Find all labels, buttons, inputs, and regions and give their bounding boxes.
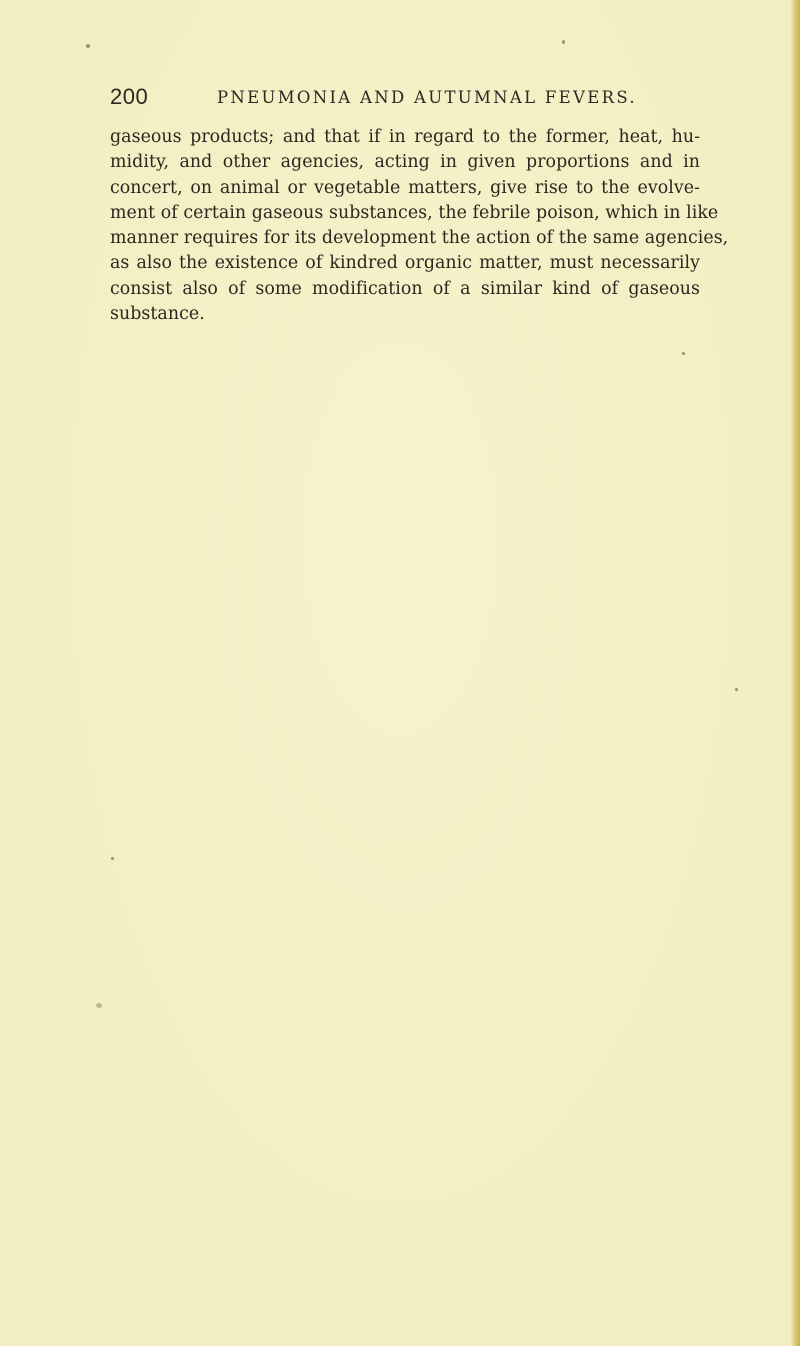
body-paragraph [110,125,729,327]
paper-speck [86,44,90,48]
page-header [110,84,710,114]
text-line: gaseous products; and that if in regard to the former, heat, hu- [110,127,700,147]
running-title: PNEUMONIA AND AUTUMNAL FEVERS. [217,88,637,107]
paper-speck [562,40,565,44]
text-line: as also the existence of kindred organic matter, must necessarily [110,253,700,274]
page-edge-shadow [790,0,800,1346]
page-number: 200 [110,84,149,109]
text-line: manner requires for its development the action of the same agencies, [110,228,729,249]
paper-speck [96,1003,102,1008]
text-line: midity, and other agencies, acting in given proportions and in [110,152,700,173]
text-line: concert, on animal or vegetable matters, give rise to the evolve- [110,177,700,198]
text-line: consist also of some modification of a similar kind of gaseous [110,278,700,299]
paper-speck [682,352,685,355]
paper-speck [735,688,738,691]
text-line: substance. [110,304,205,325]
paper-speck [111,857,114,860]
text-line: ment of certain gaseous substances, the febrile poison, which in like [110,202,719,223]
